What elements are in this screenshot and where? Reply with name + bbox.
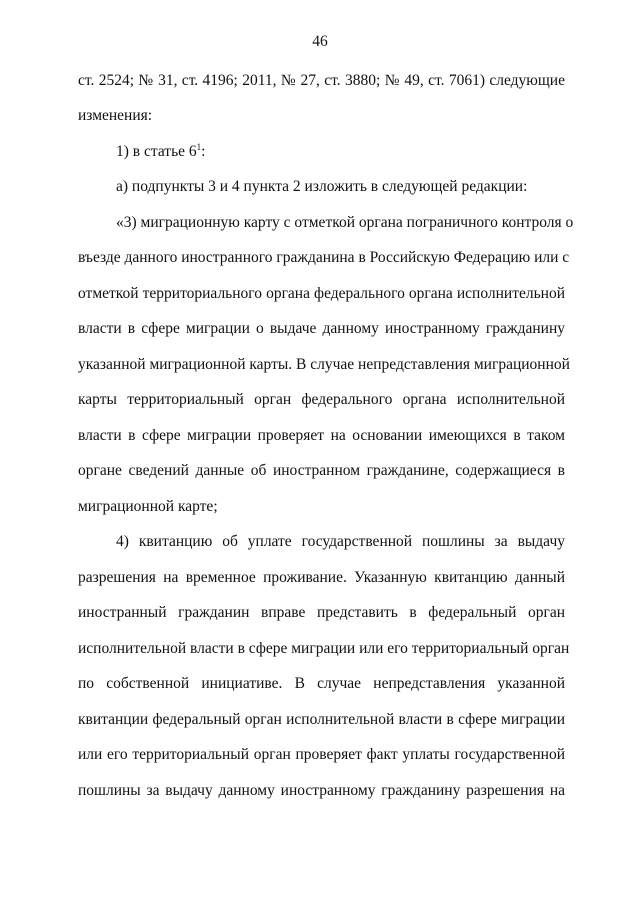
paragraph-line: отметкой территориального органа федерального органа исполнительной xyxy=(78,285,565,302)
paragraph-line: органе сведений данные об иностранном гражданине, содержащиеся в xyxy=(78,462,565,479)
paragraph-line: власти в сфере миграции проверяет на основании имеющихся в таком xyxy=(78,427,565,444)
paragraph-line: а) подпункты 3 и 4 пункта 2 изложить в следующей редакции: xyxy=(116,178,528,195)
paragraph-line: «3) миграционную карту с отметкой органа пограничного контроля о xyxy=(116,214,574,231)
page-number: 46 xyxy=(312,33,328,50)
paragraph-line: разрешения на временное проживание. Указанную квитанцию данный xyxy=(78,569,565,586)
paragraph-line: карты территориальный орган федерального органа исполнительной xyxy=(78,391,565,408)
list-item-heading-text: 1) в статье 6 xyxy=(116,143,197,160)
list-item-heading-colon: : xyxy=(201,143,206,160)
paragraph-line: исполнительной власти в сфере миграции или его территориальный орган xyxy=(78,640,570,657)
paragraph-line: миграционной карте; xyxy=(78,498,218,515)
paragraph-line: изменения: xyxy=(78,107,153,124)
paragraph-line: квитанции федеральный орган исполнительной власти в сфере миграции xyxy=(78,711,565,728)
paragraph-line: пошлины за выдачу данному иностранному гражданину разрешения на xyxy=(78,782,565,799)
paragraph-line: иностранный гражданин вправе представить в федеральный орган xyxy=(78,604,565,621)
paragraph-line: указанной миграционной карты. В случае непредставления миграционной xyxy=(78,356,570,373)
paragraph-line: по собственной инициативе. В случае непредставления указанной xyxy=(78,675,565,692)
paragraph-line: въезде данного иностранного гражданина в Российскую Федерацию или с xyxy=(78,249,570,266)
superscript: 1 xyxy=(196,141,202,152)
paragraph-line: 4) квитанцию об уплате государственной пошлины за выдачу xyxy=(116,533,565,550)
paragraph-line: ст. 2524; № 31, ст. 4196; 2011, № 27, ст. 3880; № 49, ст. 7061) следующие xyxy=(78,72,565,89)
paragraph-line: или его территориальный орган проверяет факт уплаты государственной xyxy=(78,746,565,763)
list-item-heading xyxy=(116,142,565,162)
paragraph-line: власти в сфере миграции о выдаче данному иностранному гражданину xyxy=(78,320,565,337)
